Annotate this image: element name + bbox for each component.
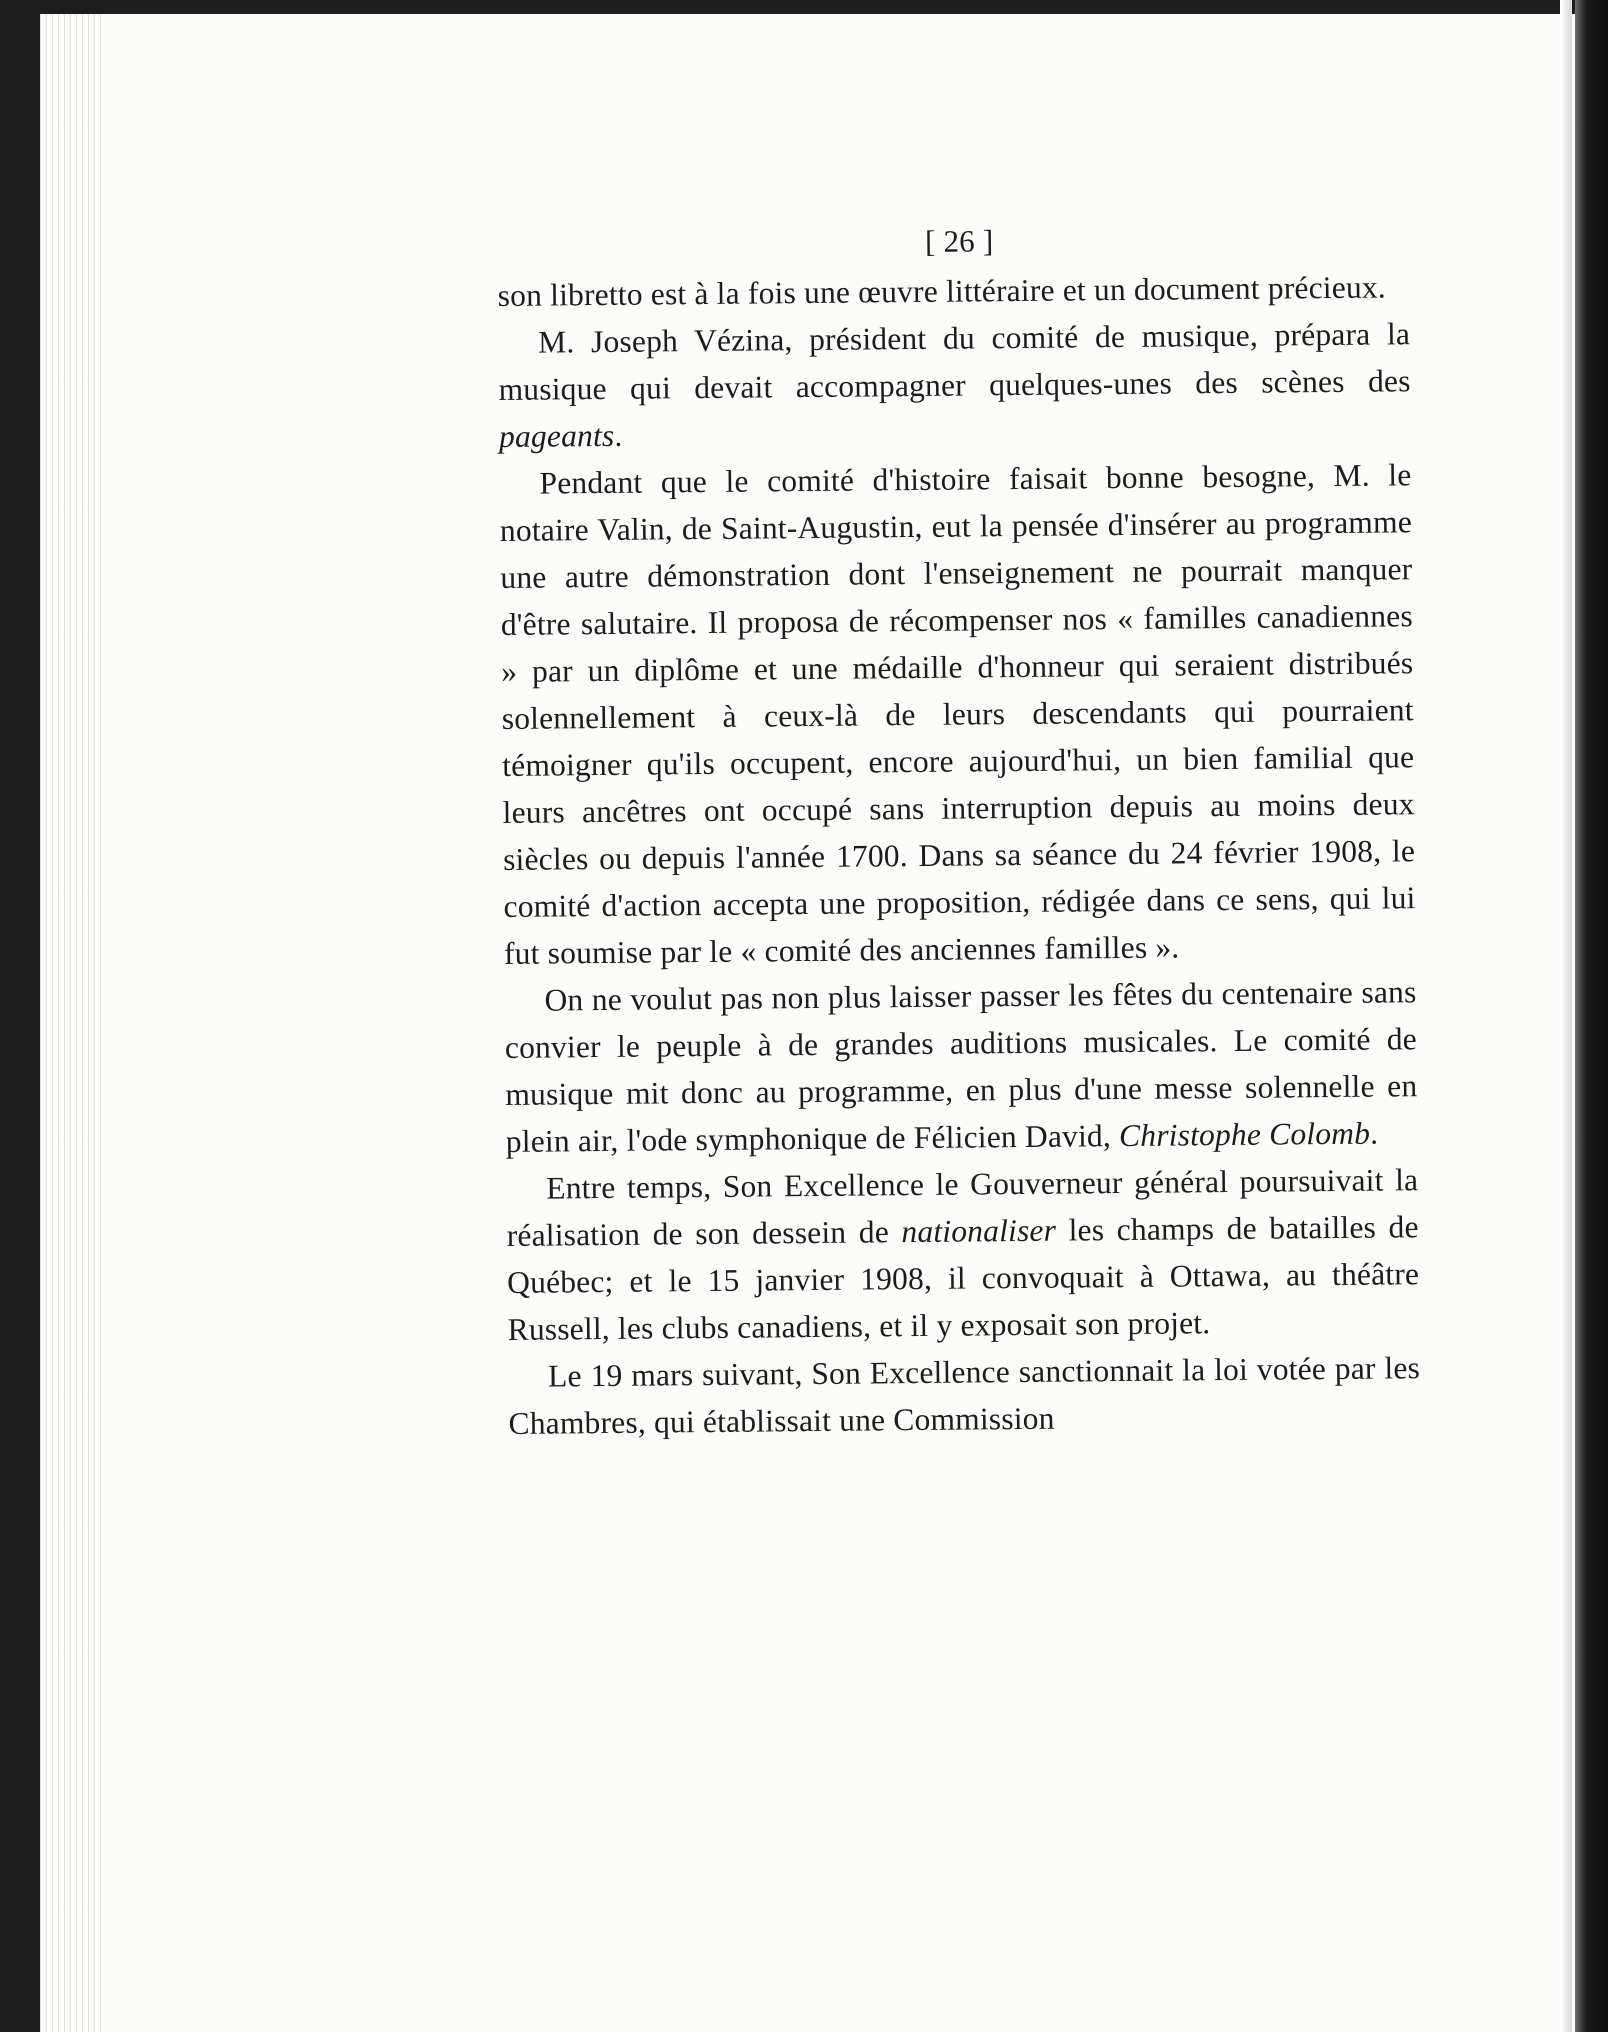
- paragraph-text: On ne voulut pas non plus laisser passer les fêtes du centenaire sans convier le peuple à de grandes auditions musicales. Le comité de musique mit donc au programme, en plus d'une messe solennelle en plein air, l'ode symphonique de Félicien David,: [504, 974, 1418, 1159]
- paragraph-6: [508, 1344, 1421, 1447]
- italic-term: nationaliser: [901, 1212, 1057, 1250]
- paragraph-text: M. Joseph Vézina, président du comité de musique, prépara la musique qui devait accompagner quelques-unes des scènes des: [498, 316, 1411, 407]
- paragraph-5: [506, 1156, 1420, 1353]
- paragraph-text: .: [614, 417, 623, 453]
- page-text-block: [497, 213, 1421, 1447]
- page-number: [ 26 ]: [924, 223, 994, 259]
- paragraph-text: .: [1369, 1115, 1379, 1151]
- paragraph-text: Entre temps, Son Excellence le Gouverneur général poursuivait la réalisation de son dessein de: [506, 1162, 1419, 1253]
- italic-title: Christophe Colomb: [1118, 1115, 1371, 1154]
- paragraph-text: les champs de batailles de Québec; et le 15 janvier 1908, il convoquait à Ottawa, au théâtre Russell, les clubs canadiens, et il y exposait son projet.: [507, 1209, 1420, 1347]
- paragraph-4: [504, 968, 1418, 1165]
- italic-term: pageants: [498, 417, 615, 454]
- paragraph-text: Pendant que le comité d'histoire faisait bonne besogne, M. le notaire Valin, de Saint-Augustin, eut la pensée d'insérer au programme une autre démonstration dont l'enseignement ne pourrait manquer d'être salutaire. Il proposa de récompenser nos « familles canadiennes » par un diplôme et une médaille d'honneur qui seraient distribués solennellement à ceux-là de leurs descendants qui pourraient témoigner qu'ils occupent, encore aujourd'hui, un bien familial que leurs ancêtres ont occupé sans interruption depuis au moins deux siècles ou depuis l'année 1700. Dans sa séance du 24 février 1908, le comité d'action accepta une proposition, rédigée dans ce sens, qui lui fut soumise par le « comité des anciennes familles ».: [499, 457, 1416, 971]
- book-binding: [1575, 0, 1608, 2032]
- page-edges: [40, 14, 102, 2032]
- paragraph-text: son libretto est à la fois une œuvre littéraire et un document précieux.: [497, 269, 1387, 313]
- paragraph-3: [499, 451, 1416, 977]
- page-gutter-edge: [1560, 0, 1572, 2032]
- paragraph-2: [498, 310, 1411, 460]
- paragraph-text: Le 19 mars suivant, Son Excellence sanctionnait la loi votée par les Chambres, qui établissait une Commission: [508, 1350, 1421, 1441]
